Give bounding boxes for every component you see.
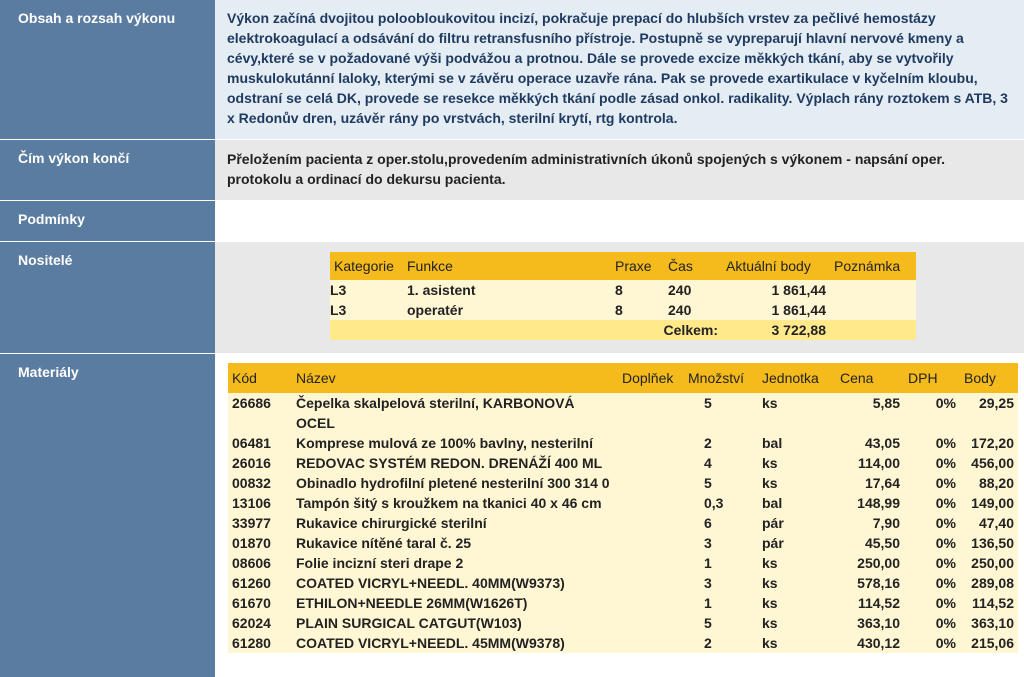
cell-empty (830, 320, 916, 340)
cell-jednotka: ks (762, 615, 778, 631)
section-obsah (0, 0, 1024, 140)
cell-dph: 0% (935, 515, 956, 531)
section-label: Čím výkon končí (0, 140, 215, 200)
table-row (228, 633, 1018, 653)
cell-mnozstvi: 5 (704, 395, 712, 411)
cell-mnozstvi: 5 (704, 475, 712, 491)
cell-doplnek (618, 613, 684, 633)
cell-kod: 01870 (232, 535, 271, 551)
section-label: Materiály (0, 354, 215, 677)
cell-cena: 43,05 (864, 435, 900, 451)
cell-body: 47,40 (978, 515, 1014, 531)
cell-kod: 06481 (232, 435, 271, 451)
nositele-table (330, 252, 916, 340)
cell-jednotka: ks (762, 475, 778, 491)
section-materialy (0, 354, 1024, 677)
cell-doplnek (618, 593, 684, 613)
column-header: Kód (232, 370, 257, 386)
cell-doplnek (618, 513, 684, 533)
cell-nazev: REDOVAC SYSTÉM REDON. DRENÁŽÍ 400 ML (296, 455, 603, 471)
cell-kod: 62024 (232, 615, 271, 631)
table-header-row (330, 252, 916, 280)
table-row (228, 573, 1018, 593)
cell-cena: 17,64 (864, 475, 900, 491)
cell-cena: 5,85 (872, 395, 900, 411)
table-row (228, 513, 1018, 533)
cell-mnozstvi: 3 (704, 535, 712, 551)
table-header-row (228, 363, 1018, 393)
cell-dph: 0% (935, 435, 956, 451)
section-obsah-text: Výkon začíná dvojitou poloobloukovitou incizí, pokračuje prepací do hlubších vrstev za pečlivé hemostázy elektrokoagulací a odsávání do filtru retransfusního přístroje. Postupně se vypreparují hlavní nervové kmeny a cévy,které se v požadované výši podvážou a protnou. Dále se provede excize měkkých tkání, aby se vytvořily muskulokutánní laloky, kterými se v závěru operace uzavře rána. Pak se provede exartikulace v kyčelním kloubu, odstraní se celá DK, provede se resekce měkkých tkání podle zásad onkol. radikality. Výplach rány roztokem s ATB, 3 x Redonův dren, uzávěr rány po vrstvách, sterilní krytí, rtg kontrola. (215, 0, 1024, 139)
cell-cena: 430,12 (857, 635, 900, 651)
table-row (228, 453, 1018, 473)
column-header: Praxe (615, 258, 652, 274)
cell-kod: 61670 (232, 595, 271, 611)
table-row (228, 613, 1018, 633)
column-header: Poznámka (834, 258, 901, 274)
cell-nazev: Rukavice chirurgické sterilní (296, 515, 487, 531)
materialy-table (228, 363, 1018, 653)
column-header: Čas (668, 258, 693, 274)
cell-jednotka: pár (762, 515, 784, 531)
cell-dph: 0% (935, 615, 956, 631)
cell-mnozstvi: 6 (704, 515, 712, 531)
column-header: Aktuální body (726, 258, 811, 274)
table-row (330, 280, 916, 300)
column-header: Množství (688, 370, 745, 386)
cell-body: 363,10 (971, 615, 1014, 631)
cell-dph: 0% (935, 595, 956, 611)
cell-kod: 00832 (232, 475, 271, 491)
table-row (228, 473, 1018, 493)
cell-nazev: Obinadlo hydrofilní pletené nesterilní 300 314 0 (296, 475, 610, 491)
column-header: DPH (908, 370, 938, 386)
cell-cena: 7,90 (872, 515, 900, 531)
cell-doplnek (618, 573, 684, 593)
cell-jednotka: bal (762, 495, 783, 511)
cell-dph: 0% (935, 475, 956, 491)
cell-kod: 13106 (232, 495, 271, 511)
cell-body: 136,50 (971, 535, 1014, 551)
cell-body: 29,25 (978, 395, 1014, 411)
cell-doplnek (618, 633, 684, 653)
table-row (330, 300, 916, 320)
cell-cas: 240 (668, 302, 692, 318)
cell-kod: 61260 (232, 575, 271, 591)
cell-cena: 114,00 (857, 455, 900, 471)
cell-mnozstvi: 1 (704, 555, 712, 571)
section-label: Obsah a rozsah výkonu (0, 0, 215, 139)
cell-dph: 0% (935, 495, 956, 511)
cell-nazev: COATED VICRYL+NEEDL. 40MM(W9373) (296, 575, 565, 591)
cell-dph: 0% (935, 635, 956, 651)
cell-dph: 0% (935, 395, 956, 411)
total-value: 3 722,88 (771, 322, 826, 338)
cell-cena: 363,10 (857, 615, 900, 631)
cell-kod: 61280 (232, 635, 271, 651)
cell-doplnek (618, 473, 684, 493)
cell-kod: 26686 (232, 395, 271, 411)
section-label: Podmínky (0, 201, 215, 241)
cell-mnozstvi: 0,3 (704, 495, 724, 511)
column-header: Doplňek (622, 370, 674, 386)
cell-nazev: Komprese mulová ze 100% bavlny, nesterilní (296, 435, 593, 451)
section-cim (0, 140, 1024, 201)
cell-poznamka (830, 280, 916, 300)
cell-jednotka: ks (762, 555, 778, 571)
cell-body: 114,52 (971, 595, 1014, 611)
cell-dph: 0% (935, 575, 956, 591)
section-materialy-content (215, 354, 1024, 677)
cell-kategorie: L3 (330, 282, 347, 298)
section-nositele-content (215, 242, 1024, 353)
cell-jednotka: ks (762, 635, 778, 651)
table-row (228, 493, 1018, 513)
cell-kod: 26016 (232, 455, 271, 471)
cell-mnozstvi: 2 (704, 635, 712, 651)
cell-dph: 0% (935, 535, 956, 551)
cell-funkce: 1. asistent (407, 282, 476, 298)
cell-doplnek (618, 533, 684, 553)
cell-body: 1 861,44 (771, 302, 826, 318)
cell-body: 149,00 (971, 495, 1014, 511)
total-row (330, 320, 916, 340)
cell-kod: 08606 (232, 555, 271, 571)
cell-body: 215,06 (971, 635, 1014, 651)
cell-nazev: Čepelka skalpelová sterilní, KARBONOVÁ OCEL (296, 395, 575, 431)
column-header: Body (964, 370, 996, 386)
total-label: Celkem: (663, 322, 718, 338)
cell-mnozstvi: 1 (704, 595, 712, 611)
column-header: Funkce (407, 258, 453, 274)
cell-cena: 148,99 (857, 495, 900, 511)
column-header: Název (296, 370, 336, 386)
column-header: Jednotka (762, 370, 819, 386)
cell-doplnek (618, 493, 684, 513)
cell-body: 250,00 (971, 555, 1014, 571)
cell-nazev: ETHILON+NEEDLE 26MM(W1626T) (296, 595, 528, 611)
cell-jednotka: ks (762, 595, 778, 611)
cell-cena: 45,50 (864, 535, 900, 551)
cell-kod: 33977 (232, 515, 271, 531)
cell-doplnek (618, 553, 684, 573)
cell-doplnek (618, 453, 684, 473)
cell-dph: 0% (935, 555, 956, 571)
cell-kategorie: L3 (330, 302, 347, 318)
column-header: Cena (840, 370, 874, 386)
cell-mnozstvi: 5 (704, 615, 712, 631)
section-podminky-text (215, 201, 1024, 241)
cell-nazev: Folie incizní steri drape 2 (296, 555, 464, 571)
table-row (228, 533, 1018, 553)
cell-nazev: Tampón šitý s kroužkem na tkanici 40 x 46 cm (296, 495, 602, 511)
cell-jednotka: bal (762, 435, 783, 451)
section-cim-text: Přeložením pacienta z oper.stolu,provedením administrativních úkonů spojených s výkonem - napsání oper. protokolu a ordinací do dekursu pacienta. (215, 140, 1024, 200)
cell-body: 172,20 (971, 435, 1014, 451)
cell-nazev: Rukavice nítěné taral č. 25 (296, 535, 472, 551)
cell-nazev: COATED VICRYL+NEEDL. 45MM(W9378) (296, 635, 565, 651)
cell-body: 289,08 (971, 575, 1014, 591)
section-nositele (0, 242, 1024, 354)
cell-praxe: 8 (615, 302, 623, 318)
cell-jednotka: pár (762, 535, 784, 551)
cell-mnozstvi: 2 (704, 435, 712, 451)
cell-dph: 0% (935, 455, 956, 471)
table-row (228, 593, 1018, 613)
cell-doplnek (618, 433, 684, 453)
cell-jednotka: ks (762, 395, 778, 411)
cell-poznamka (830, 300, 916, 320)
column-header: Kategorie (334, 258, 394, 274)
cell-doplnek (618, 393, 684, 433)
cell-cas: 240 (668, 282, 692, 298)
cell-mnozstvi: 3 (704, 575, 712, 591)
cell-funkce: operatér (407, 302, 464, 318)
cell-jednotka: ks (762, 455, 778, 471)
cell-body: 456,00 (971, 455, 1014, 471)
cell-cena: 578,16 (857, 575, 900, 591)
cell-jednotka: ks (762, 575, 778, 591)
table-row (228, 553, 1018, 573)
section-podminky (0, 201, 1024, 242)
cell-body: 1 861,44 (771, 282, 826, 298)
cell-cena: 250,00 (857, 555, 900, 571)
cell-cena: 114,52 (857, 595, 900, 611)
cell-mnozstvi: 4 (704, 455, 712, 471)
table-row (228, 433, 1018, 453)
cell-nazev: PLAIN SURGICAL CATGUT(W103) (296, 615, 522, 631)
cell-praxe: 8 (615, 282, 623, 298)
cell-body: 88,20 (978, 475, 1014, 491)
section-label: Nositelé (0, 242, 215, 353)
materialy-rows (228, 393, 1018, 653)
table-row (228, 393, 1018, 433)
